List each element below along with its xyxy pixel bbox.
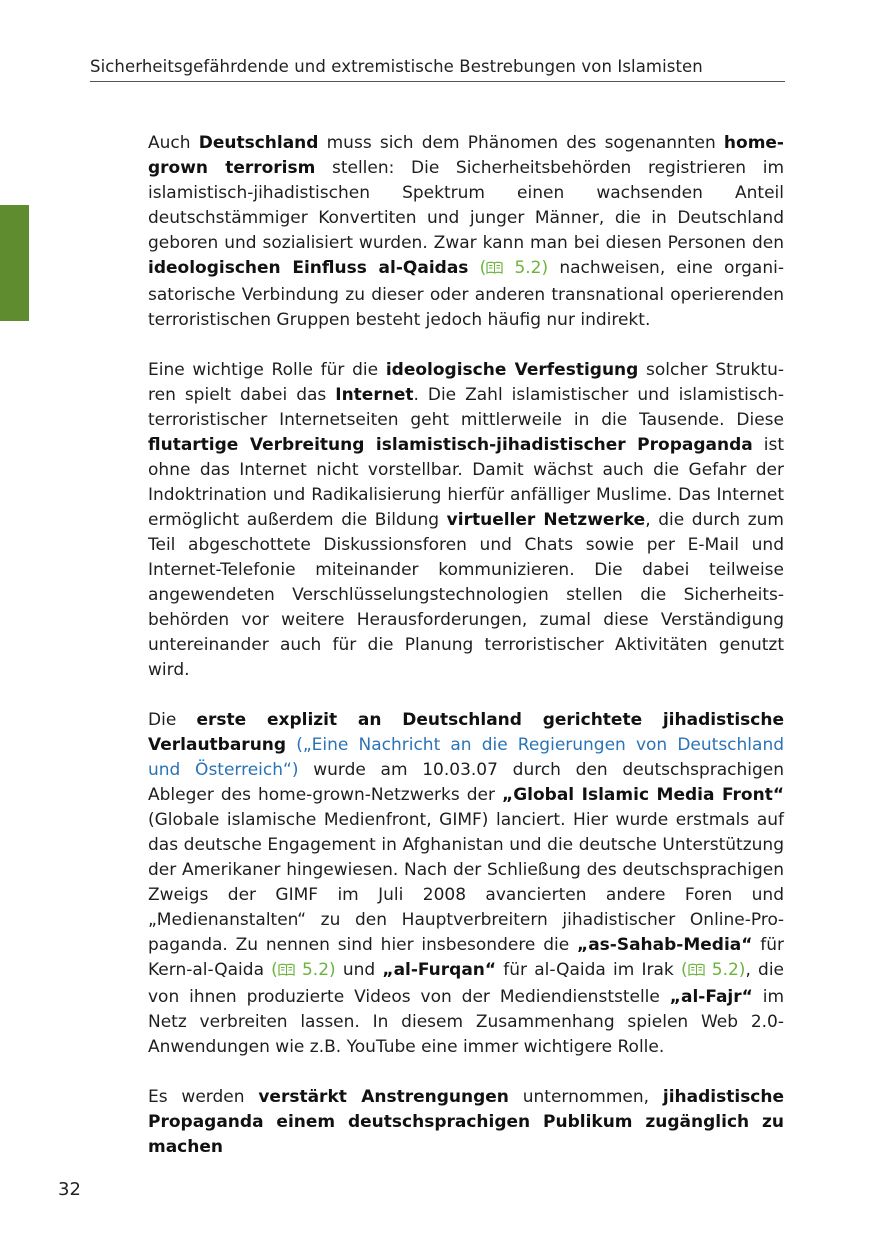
- emphasis-text: „Global Islamic Media Front“: [502, 785, 784, 805]
- emphasis-text: jihadistische Propaganda einem deutschsprachigen Publikum zugänglich zu machen: [148, 1087, 785, 1157]
- paragraph-3: Die erste explizit an Deutschland gerichtete jihadistische Verlautbarung („Eine Nachricht an die Regierungen von Deutschland und Österreich“) wurde am 10.03.07 durch den deutschsprachigen Ableger des home-grown-Netzwerks der „Global Islamic Media Front“ (Globale islamische Medienfront, GIMF) lanciert. Hier wurde erstmals auf das deutsche Engagement in Afghanistan und die deutsche Unterstützung der Amerikaner hingewiesen. Nach der Schließung des deutschsprachigen Zweigs der GIMF im Juli 2008 avancierten andere Foren und „Medienanstalten“ zu den Hauptverbreitern jihadistischer Online-Propaganda. Zu nennen sind hier insbesondere die „as-Sahab-Media“ für Kern-al-Qaida ( 5.2) und „al-Furqan“ für al-Qaida im Irak ( 5.2), die von ihnen produzierte Videos von der Mediendienststelle „al-Fajr“ im Netz verbreiten lassen. In diesem Zusammenhang spielen Web 2.0-Anwendungen wie z.B. YouTube eine immer wichtigere Rolle.: [148, 710, 785, 1057]
- paragraph-4: Es werden verstärkt Anstrengungen unternommen, jihadistische Propaganda einem deutschsprachigen Publikum zugänglich zu machen: [148, 1087, 785, 1157]
- running-header: Sicherheitsgefährdende und extremistische Bestrebungen von Islamisten: [90, 57, 703, 76]
- book-icon: [486, 258, 503, 283]
- emphasis-text: Internet: [335, 385, 414, 405]
- cross-reference: 5.2): [503, 258, 549, 278]
- cross-reference: (: [680, 960, 688, 980]
- emphasis-text: flutartige Verbreitung islamistisch-jihadistischer Propaganda: [148, 435, 753, 455]
- book-icon: [688, 960, 705, 985]
- emphasis-text: „as-Sahab-Media“: [577, 935, 753, 955]
- cross-reference: 5.2): [704, 960, 746, 980]
- emphasis-text: Deutschland: [198, 133, 319, 153]
- body-text: [148, 131, 784, 1160]
- emphasis-text: ideologischen Einfluss al-Qaidas: [148, 258, 469, 278]
- paragraph-2: Eine wichtige Rolle für die ideologische Verfestigung solcher Strukturen spielt dabei das Internet. Die Zahl islamistischer und islamistisch-terroristischer Internetseiten geht mittlerweile in die Tausende. Diese flutartige Verbreitung islamistisch-jihadistischer Propaganda ist ohne das Internet nicht vorstellbar. Damit wächst auch die Gefahr der Indoktrination und Radikalisierung hierfür anfälliger Muslime. Das Internet ermöglicht außerdem die Bildung virtueller Netzwerke, die durch zum Teil abgeschottete Diskussionsforen und Chats sowie per E-Mail und Internet-Telefonie miteinander kommunizieren. Die dabei teilweise angewendeten Verschlüsselungstechnologien stellen die Sicherheitsbehörden vor weitere Herausforderungen, zumal diese Verständigung untereinander auch für die Planung terroristischer Aktivitäten genutzt wird.: [148, 360, 785, 680]
- emphasis-text: virtueller Netzwerke: [446, 510, 646, 530]
- quoted-title: („Eine Nachricht an die Regierungen von Deutschland und Österreich“): [148, 735, 785, 780]
- emphasis-text: verstärkt Anstrengungen: [258, 1087, 509, 1107]
- emphasis-text: home-grown terrorism: [148, 133, 784, 178]
- emphasis-text: „al-Furqan“: [382, 960, 497, 980]
- paragraph-1: Auch Deutschland muss sich dem Phänomen des sogenannten home-grown terrorism stellen: Die Sicherheitsbehörden registrieren im islamistisch-jihadistischen Spektrum einen wachsenden Anteil deutschstämmiger Konvertiten und junger Männer, die in Deutschland geboren und sozialisiert wurden. Zwar kann man bei diesen Personen den ideologischen Einfluss al-Qaidas ( 5.2) nachweisen, eine organisatorische Verbindung zu dieser oder anderen transnational operierenden terroristischen Gruppen besteht jedoch häufig nur indirekt.: [148, 133, 785, 330]
- header-rule: [90, 81, 785, 82]
- book-icon: [278, 960, 295, 985]
- chapter-tab-marker: [0, 205, 29, 321]
- emphasis-text: erste explizit an Deutschland gerichtete jihadistische Verlautbarung: [148, 710, 784, 755]
- page-number: 32: [58, 1179, 81, 1200]
- cross-reference: (: [271, 960, 278, 980]
- cross-reference: (: [479, 258, 487, 278]
- emphasis-text: „al-Fajr“: [669, 987, 753, 1007]
- cross-reference: 5.2): [294, 960, 336, 980]
- emphasis-text: ideologische Verfestigung: [385, 360, 639, 380]
